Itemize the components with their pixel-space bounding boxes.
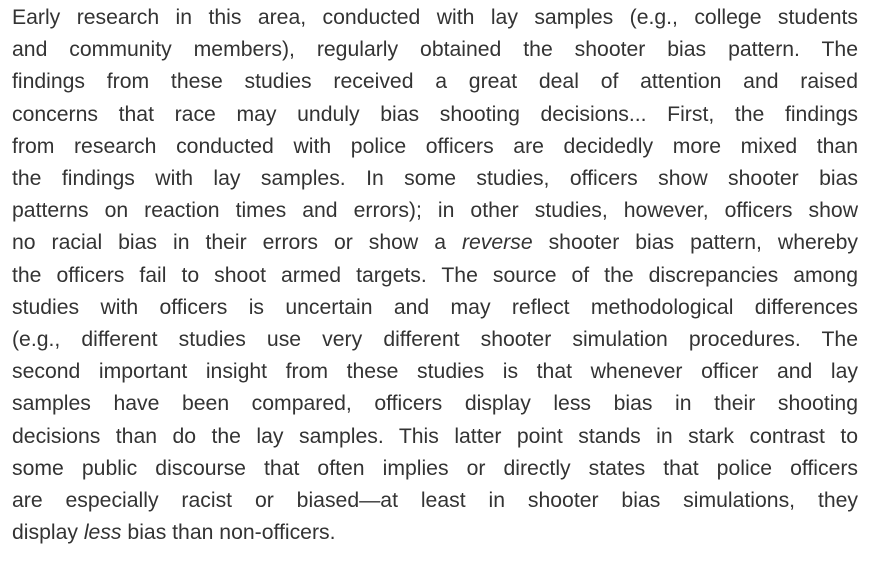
passage-line-15 bbox=[12, 453, 858, 485]
passage-text: and community members), regularly obtained the shooter bias pattern. The bbox=[12, 38, 858, 62]
italic-emphasis: less bbox=[83, 521, 122, 545]
passage-text: (e.g., different studies use very different shooter simulation procedures. The bbox=[12, 328, 858, 352]
passage-line-6 bbox=[12, 163, 858, 195]
passage-line-17 bbox=[12, 517, 872, 549]
passage-text: no racial bias in their errors or show a bbox=[12, 231, 462, 255]
passage-line-10 bbox=[12, 292, 858, 324]
passage-line-8 bbox=[12, 227, 858, 259]
passage-text: the findings with lay samples. In some studies, officers show shooter bias bbox=[12, 167, 858, 191]
passage-text: some public discourse that often implies or directly states that police officers bbox=[12, 456, 858, 480]
passage-text: samples have been compared, officers display less bias in their shooting bbox=[12, 392, 858, 416]
document-passage bbox=[12, 2, 872, 549]
passage-text: Early research in this area, conducted with lay samples (e.g., college students bbox=[12, 6, 858, 29]
italic-emphasis: reverse bbox=[461, 231, 533, 255]
passage-line-1 bbox=[12, 2, 858, 34]
passage-text: concerns that race may unduly bias shooting decisions... First, the findings bbox=[12, 102, 858, 126]
passage-text: findings from these studies received a great deal of attention and raised bbox=[12, 70, 858, 94]
passage-line-14 bbox=[12, 421, 858, 453]
passage-text: bias than non-officers. bbox=[121, 521, 336, 545]
passage-line-11 bbox=[12, 324, 858, 356]
passage-line-12 bbox=[12, 356, 858, 388]
passage-text: the officers fail to shoot armed targets. The source of the discrepancies among bbox=[12, 263, 858, 287]
passage-line-2 bbox=[12, 34, 858, 66]
passage-text: shooter bias pattern, whereby bbox=[532, 231, 858, 255]
passage-text: patterns on reaction times and errors); in other studies, however, officers show bbox=[12, 199, 858, 223]
passage-line-13 bbox=[12, 388, 858, 420]
passage-text: are especially racist or biased—at least in shooter bias simulations, they bbox=[12, 489, 858, 513]
passage-text: display bbox=[12, 521, 84, 545]
passage-line-7 bbox=[12, 195, 858, 227]
passage-text: studies with officers is uncertain and may reflect methodological differences bbox=[12, 295, 858, 319]
passage-line-16 bbox=[12, 485, 858, 517]
passage-line-9 bbox=[12, 260, 858, 292]
passage-text: from research conducted with police officers are decidedly more mixed than bbox=[12, 134, 858, 158]
passage-text: decisions than do the lay samples. This latter point stands in stark contrast to bbox=[12, 424, 858, 448]
passage-line-3 bbox=[12, 66, 858, 98]
passage-line-5 bbox=[12, 131, 858, 163]
passage-text: second important insight from these studies is that whenever officer and lay bbox=[12, 360, 858, 384]
passage-line-4 bbox=[12, 99, 858, 131]
